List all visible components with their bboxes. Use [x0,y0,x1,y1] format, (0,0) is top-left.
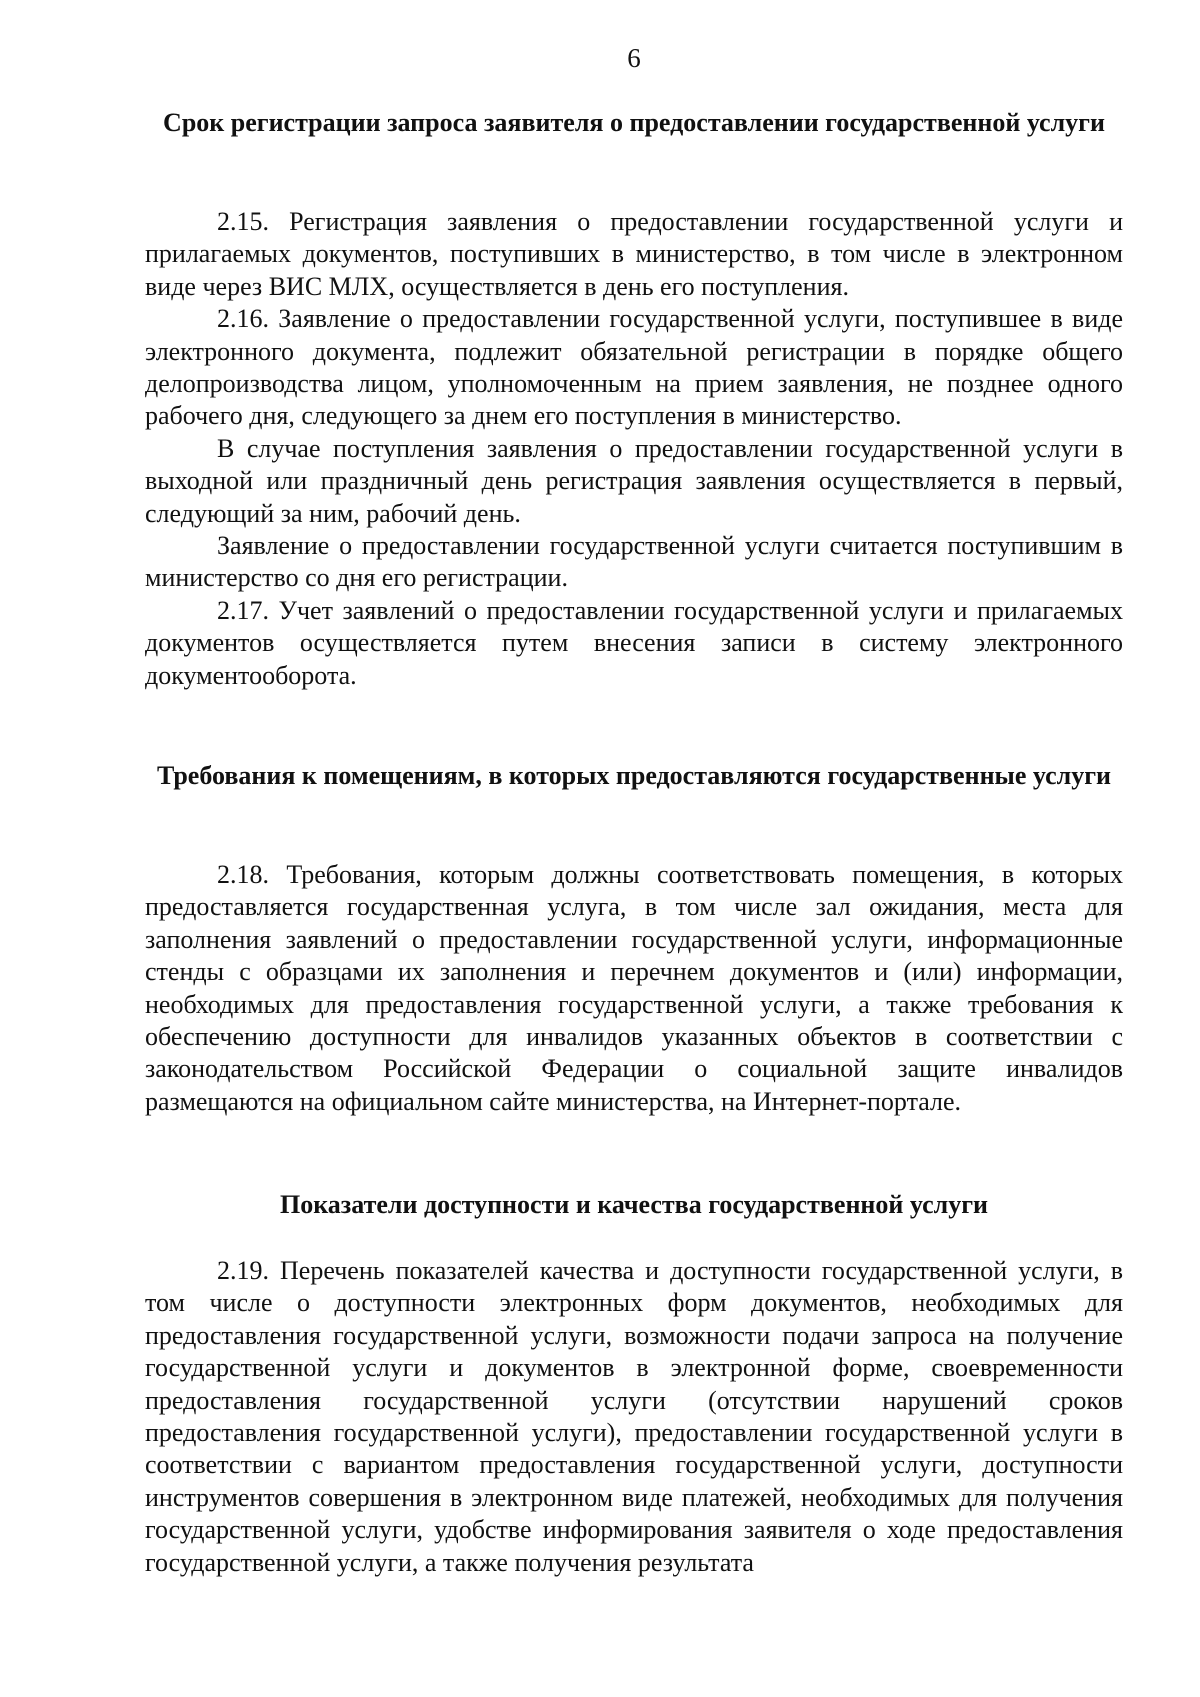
page-number: 6 [627,43,641,73]
section-heading-quality-indicators: Показатели доступности и качества государственной услуги [279,1190,989,1219]
paragraph-2-19: 2.19. Перечень показателей качества и доступности государственной услуги, в том числе о доступности электронных форм документов, необходимых для предоставления государственной услуги, возможности подачи запроса на получение государственной услуги и документов в электронной форме, своевременности предоставления государственной услуги (отсутствии нарушений сроков предоставления государственной услуги), предоставлении государственной услуги в соответствии с вариантом предоставления государственной услуги, доступности инструментов совершения в электронном виде платежей, необходимых для получения государственной услуги, удобстве информирования заявителя о ходе предоставления государственной услуги, а также получения результата [145,1256,1123,1577]
paragraph-2-16: 2.16. Заявление о предоставлении государственной услуги, поступившее в виде электронного документа, подлежит обязательной регистрации в порядке общего делопроизводства лицом, уполномоченным на прием заявления, не позднее одного рабочего дня, следующего за днем его поступления в министерство. [145,304,1123,431]
paragraph-2-15: 2.15. Регистрация заявления о предоставлении государственной услуги и прилагаемых документов, поступивших в министерство, в том числе в электронном виде через ВИС МЛХ, осуществляется в день его поступления. [145,207,1123,301]
section-body-quality-indicators [145,1255,1123,1579]
paragraph-holiday-registration: В случае поступления заявления о предоставлении государственной услуги в выходной или праздничный день регистрация заявления осуществляется в первый, следующий за ним, рабочий день. [145,433,1123,528]
paragraph-2-17: 2.17. Учет заявлений о предоставлении государственной услуги и прилагаемых документов осуществляется путем внесения записи в систему электронного документооборота. [145,595,1123,690]
section-heading-premises-requirements: Требования к помещениям, в которых предоставляются государственные услуги [156,761,1112,790]
paragraph-receipt-date: Заявление о предоставлении государственной услуги считается поступившим в министерство со дня его регистрации. [145,531,1123,593]
section-body-premises-requirements [145,859,1123,1118]
section-heading-registration-term: Срок регистрации запроса заявителя о предоставлении государственной услуги [163,108,1105,137]
section-body-registration-term [145,206,1123,692]
paragraph-2-18: 2.18. Требования, которым должны соответствовать помещения, в которых предоставляется государственная услуга, в том числе зал ожидания, места для заполнения заявлений о предоставлении государственной услуги, информационные стенды с образцами их заполнения и перечнем документов и (или) информации, необходимых для предоставления государственной услуги, а также требования к обеспечению доступности для инвалидов указанных объектов в соответствии с законодательством Российской Федерации о социальной защите инвалидов размещаются на официальном сайте министерства, на Интернет-портале. [145,860,1123,1116]
